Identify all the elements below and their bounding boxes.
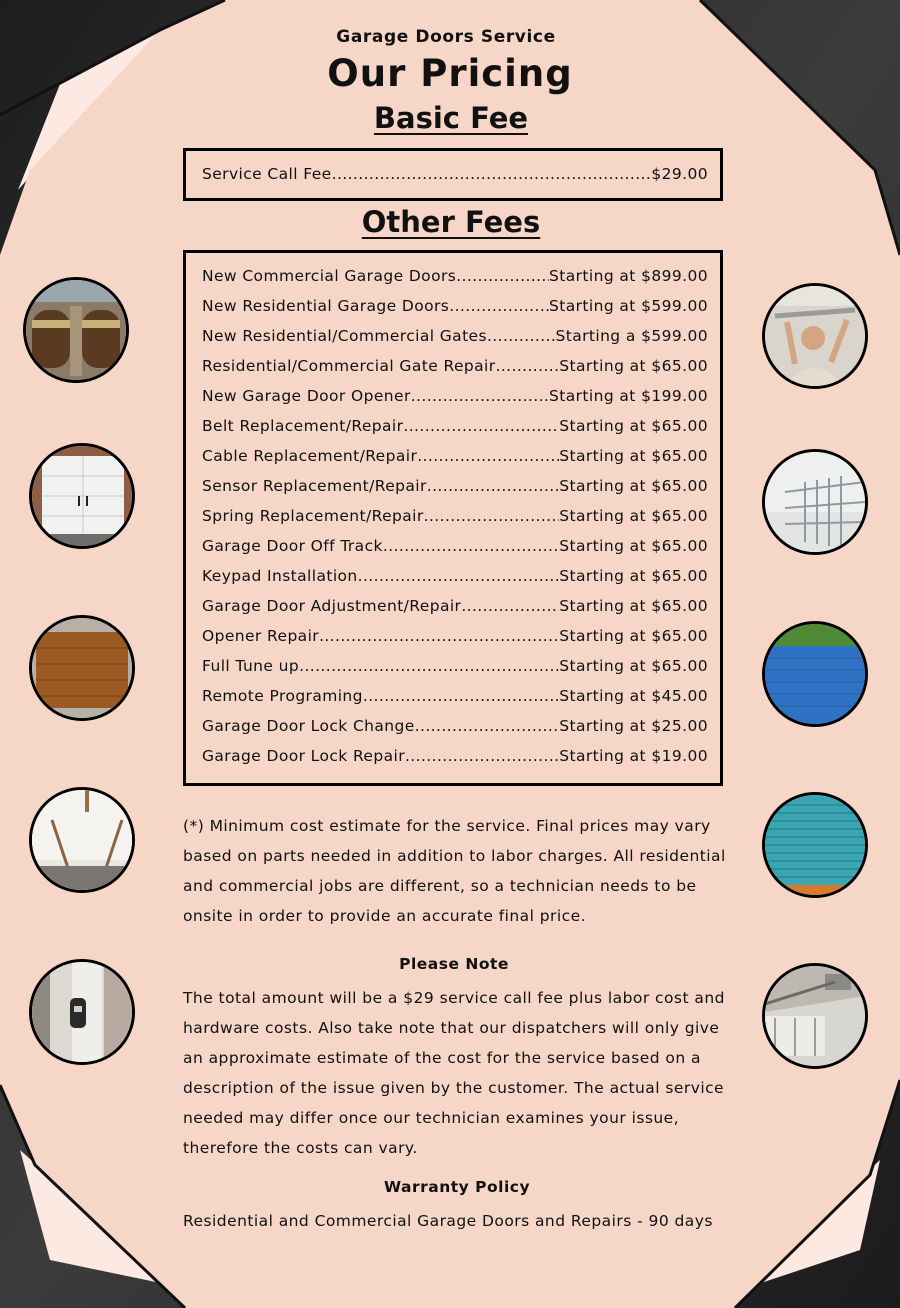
leader-dots	[358, 567, 560, 585]
blue-roll-up-door-photo	[762, 621, 868, 727]
fee-price: Starting at $899.00	[549, 267, 708, 285]
door-lock-handle-photo	[29, 959, 135, 1065]
leader-dots	[299, 657, 559, 675]
leader-dots	[496, 357, 560, 375]
leader-dots	[456, 267, 549, 285]
fee-name: Full Tune up	[202, 657, 300, 675]
garage-door-tracks-photo	[762, 449, 868, 555]
fee-row	[202, 537, 708, 561]
fee-row	[202, 597, 708, 621]
fee-price: Starting at $65.00	[559, 597, 708, 615]
fee-row	[202, 477, 708, 501]
fee-row	[202, 267, 708, 291]
fee-name: Residential/Commercial Gate Repair	[202, 357, 496, 375]
fee-row	[202, 717, 708, 741]
leader-dots	[383, 537, 559, 555]
fee-row	[202, 687, 708, 711]
fee-price: Starting at $65.00	[559, 567, 708, 585]
fee-row	[202, 447, 708, 471]
technician-installing-opener-photo	[762, 283, 868, 389]
fee-price: Starting at $65.00	[559, 357, 708, 375]
leader-dots	[363, 687, 559, 705]
page-eyebrow: Garage Doors Service	[336, 27, 556, 47]
fee-price: $29.00	[651, 165, 708, 183]
fee-price: Starting at $65.00	[559, 507, 708, 525]
leader-dots	[461, 597, 559, 615]
leader-dots	[332, 165, 652, 183]
disclaimer-text: (*) Minimum cost estimate for the service. Final prices may vary based on parts needed in addition to labor charges. All residential and commercial jobs are different, so a technician needs to be onsite in order to provide an accurate final price.	[183, 817, 726, 925]
carriage-garage-doors-photo	[23, 277, 129, 383]
fee-name: Garage Door Lock Repair	[202, 747, 405, 765]
leader-dots	[319, 627, 559, 645]
please-note-heading: Please Note	[399, 955, 509, 973]
fee-row	[202, 387, 708, 411]
leader-dots	[487, 327, 556, 345]
fee-price: Starting at $65.00	[559, 627, 708, 645]
fee-name: Garage Door Off Track	[202, 537, 383, 555]
other-fees-box	[183, 250, 723, 786]
fee-row	[202, 567, 708, 591]
fee-row	[202, 627, 708, 651]
fee-price: Starting at $65.00	[559, 417, 708, 435]
fee-price: Starting a $599.00	[555, 327, 708, 345]
fee-name: Service Call Fee	[202, 165, 332, 183]
fee-row	[202, 507, 708, 531]
fee-row	[202, 657, 708, 681]
leader-dots	[427, 477, 560, 495]
fee-row	[202, 327, 708, 351]
garage-door-interior-photo	[29, 787, 135, 893]
fee-name: New Garage Door Opener	[202, 387, 411, 405]
leader-dots	[405, 747, 559, 765]
fee-name: Cable Replacement/Repair	[202, 447, 418, 465]
leader-dots	[403, 417, 559, 435]
warranty-heading: Warranty Policy	[383, 1178, 531, 1196]
leader-dots	[411, 387, 549, 405]
fee-row	[202, 357, 708, 381]
leader-dots	[417, 447, 559, 465]
leader-dots	[415, 717, 560, 735]
warranty-text: Residential and Commercial Garage Doors and Repairs - 90 days	[183, 1212, 713, 1230]
fee-name: Opener Repair	[202, 627, 320, 645]
fee-price: Starting at $45.00	[559, 687, 708, 705]
fee-row	[202, 747, 708, 771]
fee-price: Starting at $25.00	[559, 717, 708, 735]
basic-fee-heading: Basic Fee	[373, 101, 529, 135]
other-fees-heading: Other Fees	[361, 205, 541, 239]
fee-name: Belt Replacement/Repair	[202, 417, 404, 435]
garage-opener-rail-photo	[762, 963, 868, 1069]
fee-name: Keypad Installation	[202, 567, 358, 585]
fee-name: Garage Door Lock Change	[202, 717, 415, 735]
fee-price: Starting at $19.00	[559, 747, 708, 765]
wood-garage-door-photo	[29, 615, 135, 721]
fee-name: Sensor Replacement/Repair	[202, 477, 427, 495]
fee-price: Starting at $65.00	[559, 537, 708, 555]
please-note-text: The total amount will be a $29 service call fee plus labor cost and hardware costs. Also take note that our dispatchers will only give an approximate estimate of the cost for the service based on a description of the issue given by the customer. The actual service needed may differ once our technician examines your issue, therefore the costs can vary.	[183, 989, 725, 1157]
fee-price: Starting at $65.00	[559, 477, 708, 495]
leader-dots	[424, 507, 560, 525]
page-title: Our Pricing	[327, 52, 573, 95]
fee-price: Starting at $599.00	[549, 297, 708, 315]
fee-price: Starting at $199.00	[549, 387, 708, 405]
white-panel-garage-door-photo	[29, 443, 135, 549]
fee-name: Garage Door Adjustment/Repair	[202, 597, 462, 615]
fee-row	[202, 165, 708, 189]
fee-name: Remote Programing	[202, 687, 363, 705]
teal-roll-up-shutter-photo	[762, 792, 868, 898]
fee-name: New Residential/Commercial Gates	[202, 327, 487, 345]
leader-dots	[449, 297, 549, 315]
fee-price: Starting at $65.00	[559, 657, 708, 675]
fee-name: New Commercial Garage Doors	[202, 267, 457, 285]
fee-price: Starting at $65.00	[559, 447, 708, 465]
fee-row	[202, 417, 708, 441]
fee-name: Spring Replacement/Repair	[202, 507, 424, 525]
fee-row	[202, 297, 708, 321]
fee-name: New Residential Garage Doors	[202, 297, 450, 315]
basic-fee-box	[183, 148, 723, 201]
